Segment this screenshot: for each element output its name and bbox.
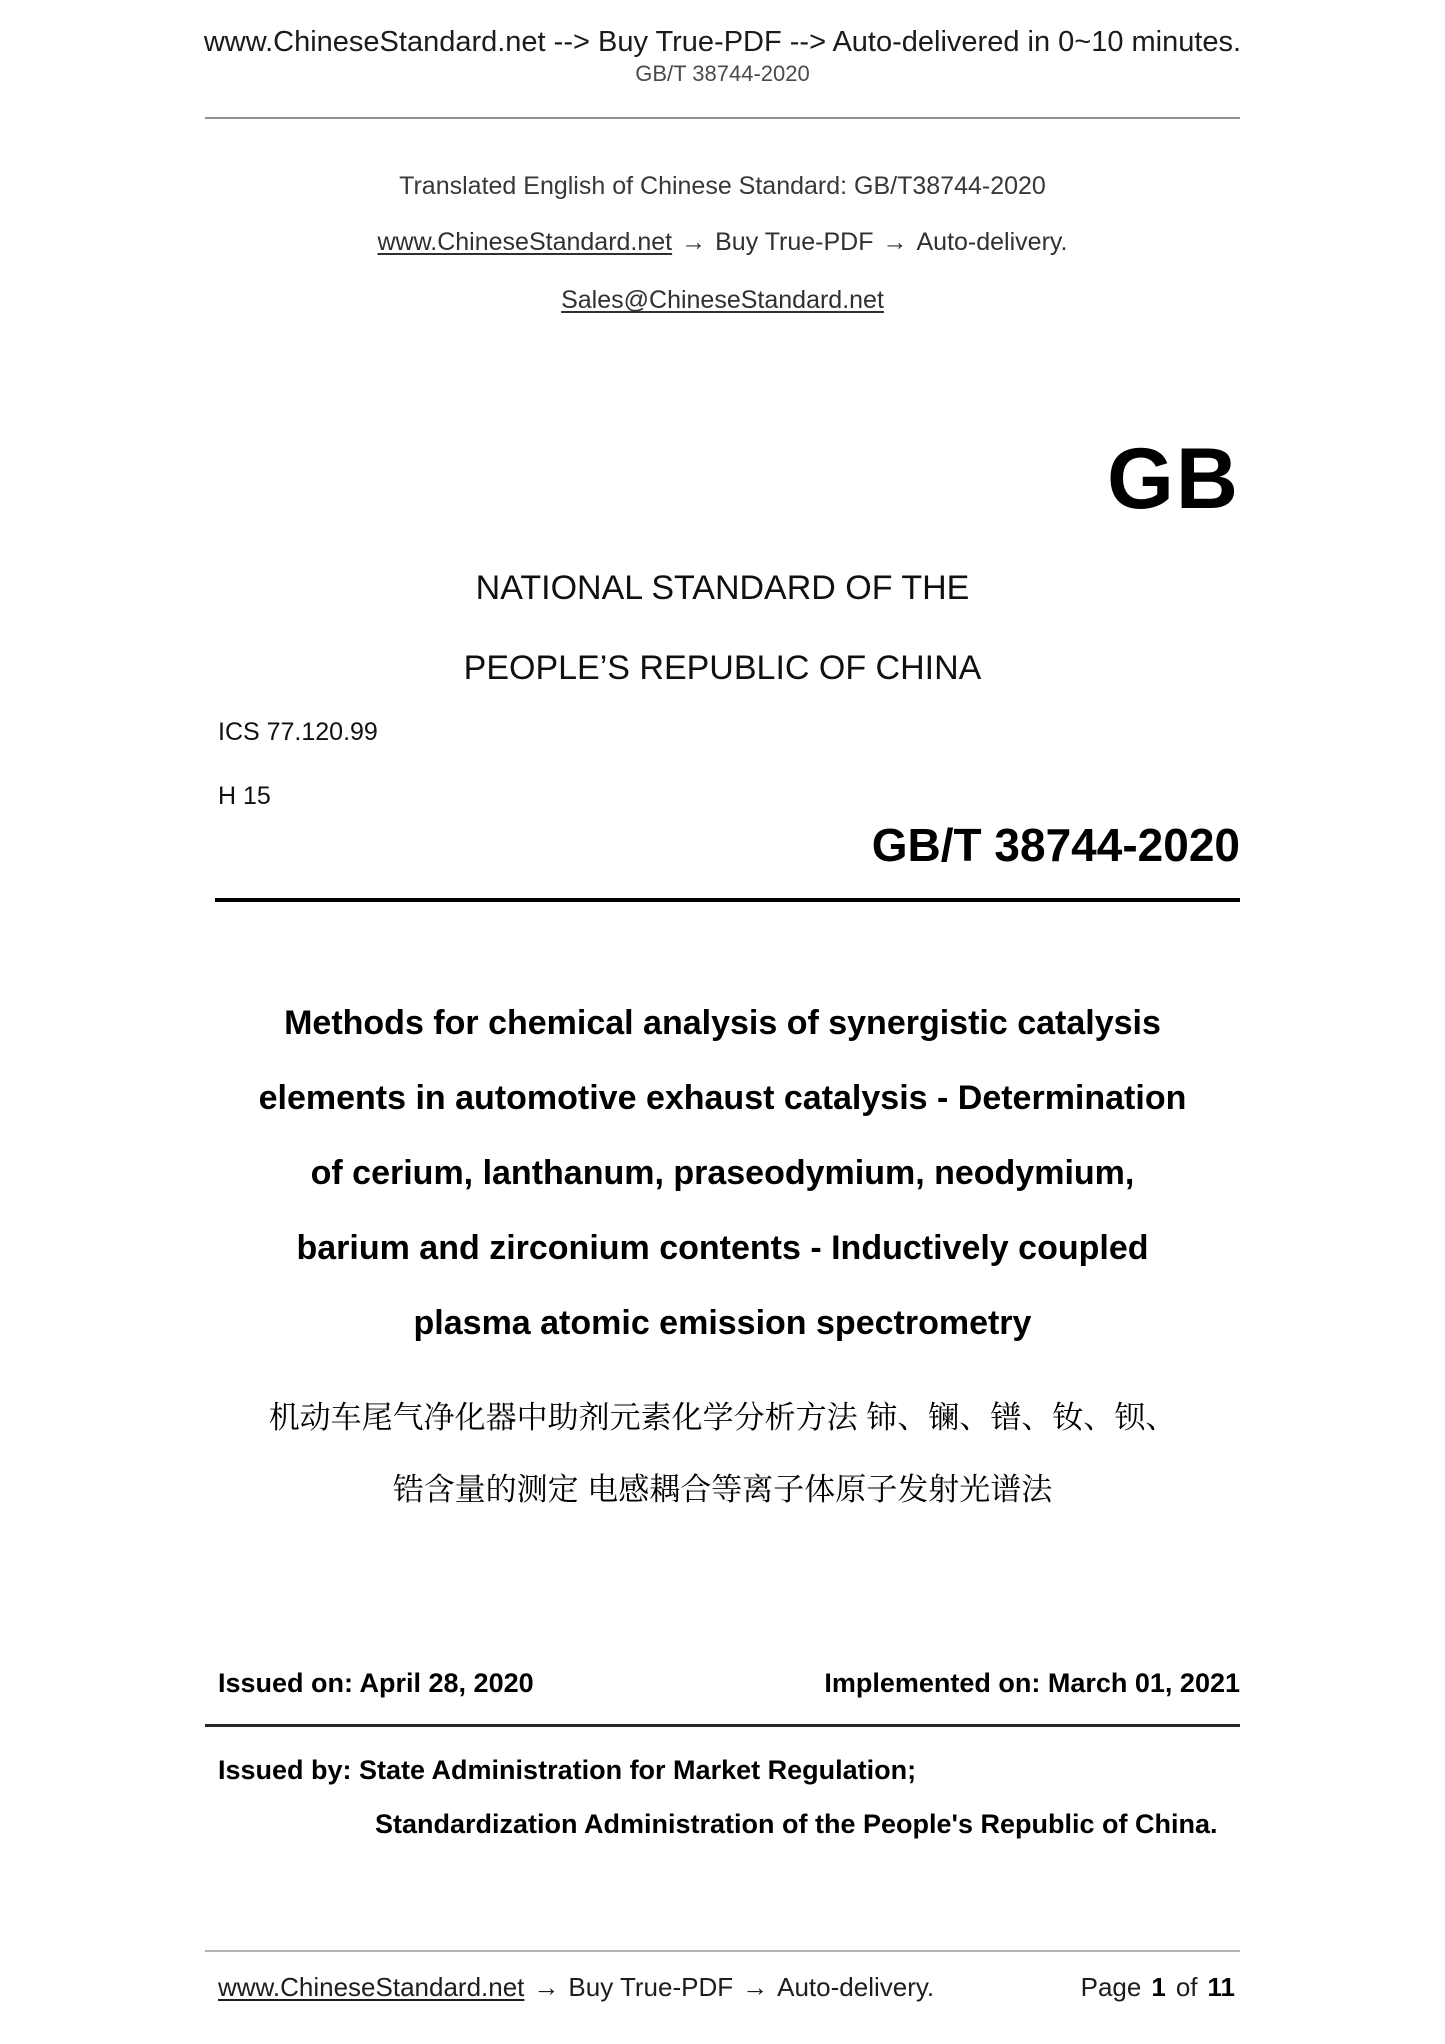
arrow-right-icon: →: [742, 1972, 769, 2002]
email-line: [0, 286, 1445, 315]
dates-divider: [205, 1724, 1240, 1727]
site-link[interactable]: www.ChineseStandard.net: [377, 228, 673, 256]
page-indicator: [1076, 1972, 1240, 2003]
issuer-block: [218, 1748, 1240, 1846]
promo-banner: www.ChineseStandard.net --> Buy True-PDF --> Auto-delivered in 0~10 minutes.: [203, 26, 1242, 58]
title-line: of cerium, lanthanum, praseodymium, neodymium,: [310, 1154, 1135, 1192]
title-line: plasma atomic emission spectrometry: [413, 1304, 1032, 1342]
site-link[interactable]: www.ChineseStandard.net: [218, 1972, 525, 2002]
header-divider: [205, 117, 1240, 119]
page-label: Page: [1080, 1972, 1142, 2002]
gb-logo: GB: [1107, 431, 1240, 527]
buy-text: Buy True-PDF: [715, 228, 874, 256]
delivery-text: Auto-delivery.: [916, 228, 1068, 256]
class-code: H 15: [218, 782, 271, 810]
doc-code-header: GB/T 38744-2020: [635, 61, 810, 86]
dates-row: [218, 1668, 1240, 1699]
ics-code: ICS 77.120.99: [218, 718, 378, 746]
issued-date: Issued on: April 28, 2020: [218, 1668, 534, 1698]
title-line: elements in automotive exhaust catalysis - Determination: [258, 1079, 1187, 1117]
footer-buy-line: [218, 1972, 934, 2003]
total-pages: 11: [1207, 1972, 1235, 2002]
translated-line: Translated English of Chinese Standard: GB/T38744-2020: [399, 172, 1046, 200]
implemented-date: Implemented on: March 01, 2021: [824, 1668, 1240, 1698]
title-line: barium and zirconium contents - Inductively coupled: [296, 1229, 1149, 1267]
classification-block: [218, 700, 378, 828]
issued-by-continuation: Standardization Administration of the People's Republic of China.: [375, 1809, 1218, 1839]
delivery-text: Auto-delivery.: [777, 1972, 935, 2002]
national-standard-heading: [0, 548, 1445, 708]
of-label: of: [1175, 1972, 1198, 2002]
national-standard-line1: NATIONAL STANDARD OF THE: [475, 569, 970, 607]
title-line-chinese: 机动车尾气净化器中助剂元素化学分析方法 铈、镧、镨、钕、钡、: [268, 1400, 1177, 1435]
arrow-right-icon: →: [882, 228, 908, 256]
document-title-chinese: [60, 1382, 1385, 1526]
footer: [218, 1972, 1240, 2003]
current-page-number: 1: [1151, 1972, 1166, 2002]
national-standard-line2: PEOPLE’S REPUBLIC OF CHINA: [463, 649, 982, 687]
title-line-chinese: 锆含量的测定 电感耦合等离子体原子发射光谱法: [392, 1472, 1053, 1507]
title-line: Methods for chemical analysis of synergistic catalysis: [284, 1004, 1161, 1042]
footer-divider: [205, 1950, 1240, 1952]
arrow-right-icon: →: [681, 228, 707, 256]
issued-by: Issued by: State Administration for Market Regulation;: [218, 1755, 917, 1785]
buy-line: [0, 228, 1445, 257]
standard-number: GB/T 38744-2020: [871, 819, 1240, 871]
document-title-english: [60, 986, 1385, 1361]
title-divider: [215, 898, 1240, 902]
buy-text: Buy True-PDF: [568, 1972, 734, 2002]
arrow-right-icon: →: [533, 1972, 560, 2002]
email-link[interactable]: Sales@ChineseStandard.net: [561, 286, 884, 314]
